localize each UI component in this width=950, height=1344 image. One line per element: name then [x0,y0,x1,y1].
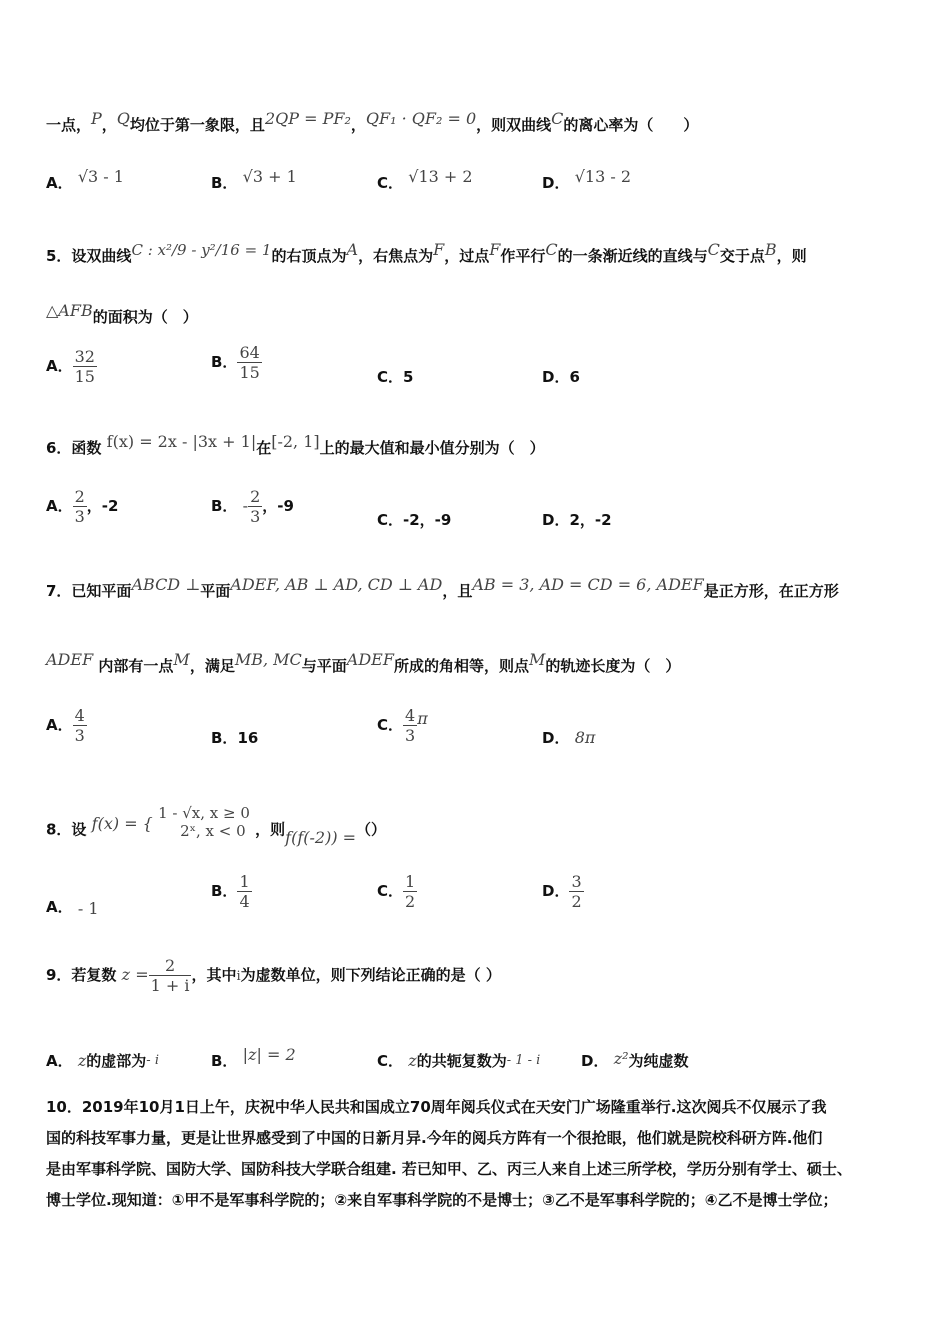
q8-piecewise: 1 - √x, x ≥ 0 2ˣ, x < 0 [158,804,250,840]
q8-option-c: C． $\frac{1}{2}$ [377,872,416,911]
q7-option-a: A． $\frac{4}{3}$ [46,706,85,745]
q5-option-b: B． $\frac{64}{15}$ [211,343,260,382]
q8-option-d: D． $\frac{3}{2}$ [542,872,582,911]
q4-option-c: C． √13 + 2 [377,167,473,192]
q6-stem: 6．函数 f(x) = 2x - |3x + 1|在[-2, 1]上的最大值和最小值分别为（ ） [46,432,545,457]
q4-option-d: D． √13 - 2 [542,167,631,192]
q10-line: 博士学位.现知道：①甲不是军事科学院的；②来自军事科学院的不是博士；③乙不是军事科学院的；④乙不是博士学位； [46,1191,838,1209]
q9-stem: 9．若复数 z = $\frac{2}{1 + i}$ ，其中i为虚数单位，则下列结论正确的是（ ） [46,956,501,995]
q9-option-c: C． z的共轭复数为- 1 - i [377,1051,541,1070]
q10-line: 国的科技军事力量，更是让世界感受到了中国的日新月异.今年的阅兵方阵有一个很抢眼，他们就是院校科研方阵.他们 [46,1129,823,1147]
q10-line: 10．2019年10月1日上午，庆祝中华人民共和国成立70周年阅兵仪式在天安门广场隆重举行.这次阅兵不仅展示了我 [46,1098,827,1116]
q6-option-b: B． - $\frac{2}{3}$ ，-9 [211,487,294,526]
q4-option-b: B． √3 + 1 [211,167,297,192]
q7-option-c: C． $\frac{4}{3}$ π [377,706,428,745]
q7-option-d: D． 8π [542,728,596,747]
q9-option-d: D． z²为纯虚数 [581,1049,689,1070]
q5-stem-cont: △AFB的面积为（ ） [46,301,198,326]
q6-option-a: A． $\frac{2}{3}$ ，-2 [46,487,119,526]
q7-stem-cont: ADEF 内部有一点M，满足MB, MC与平面ADEF所成的角相等，则点M的轨迹长度为（ ） [46,650,681,675]
q5-option-a: A． $\frac{32}{15}$ [46,347,95,386]
q5-option-c: C．5 [377,368,414,386]
q8-option-a: A． - 1 [46,898,99,918]
q7-stem: 7．已知平面ABCD ⊥平面ADEF, AB ⊥ AD, CD ⊥ AD，且AB = 3, AD = CD = 6, ADEF是正方形，在正方形 [46,575,839,600]
q5-stem: 5．设双曲线C : x²/9 - y²/16 = 1的右顶点为A，右焦点为F，过点F作平行C的一条渐近线的直线与C交于点B，则 [46,240,807,265]
q10-line: 是由军事科学院、国防大学、国防科技大学联合组建. 若已知甲、乙、丙三人来自上述三所学校，学历分别有学士、硕士、 [46,1160,852,1178]
q10-paragraph [46,1092,906,1216]
q8-stem: 8．设 f(x) = { 1 - √x, x ≥ 0 2ˣ, x < 0 ，则f(f(-2)) =（） [46,804,387,847]
q4-option-a: A． √3 - 1 [46,167,124,192]
q4-stem: 一点，P，Q均位于第一象限，且2QP = PF₂，QF₁ · QF₂ = 0，则双曲线C的离心率为（ ） [46,109,699,134]
q6-option-d: D．2，-2 [542,511,612,529]
q8-option-b: B． $\frac{1}{4}$ [211,872,250,911]
q9-option-a: A． z的虚部为- i [46,1051,159,1070]
q6-option-c: C．-2，-9 [377,511,452,529]
q9-option-b: B． |z| = 2 [211,1045,296,1070]
q5-option-d: D．6 [542,368,580,386]
q7-option-b: B．16 [211,729,259,747]
